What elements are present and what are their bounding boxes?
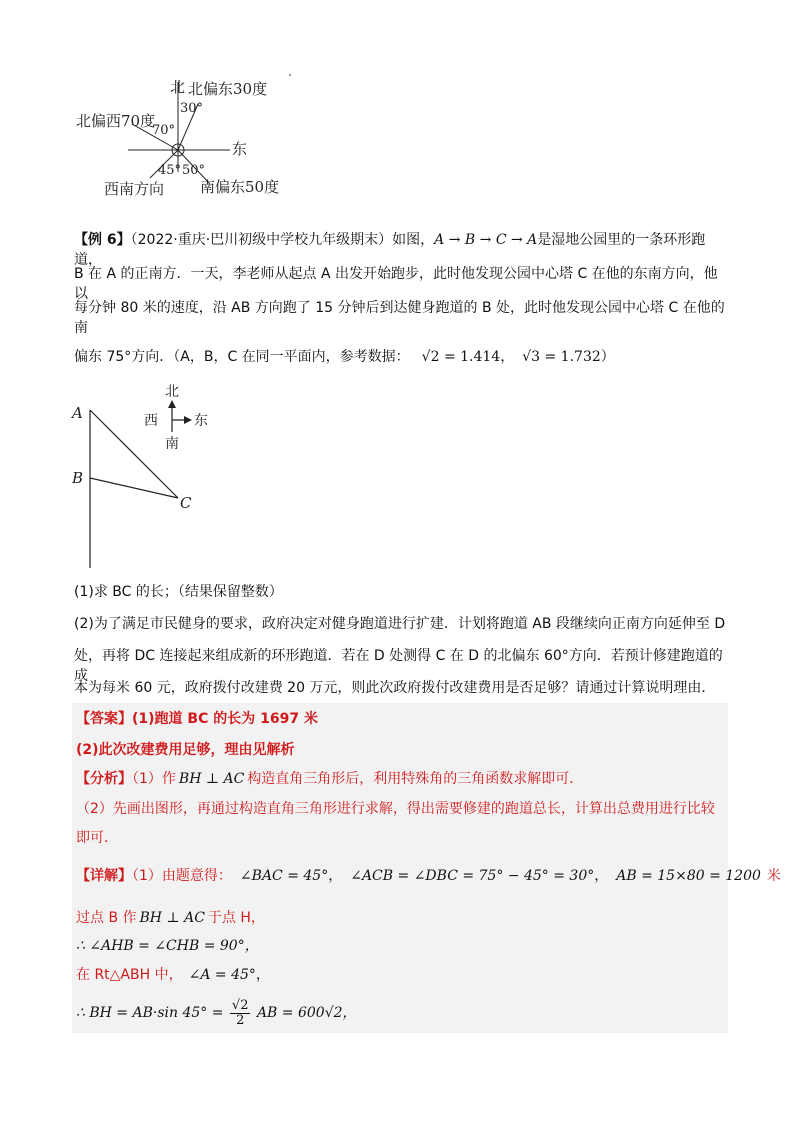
example-tag: 【例 6】 <box>74 232 131 248</box>
point-b-label: B <box>72 469 84 487</box>
question-1: (1)求 BC 的长；（结果保留整数） <box>74 584 283 600</box>
detail-d2-math: BH ⊥ AC <box>139 910 205 926</box>
se50-label: 南偏东50度 <box>200 178 280 196</box>
reference-sqrt3: √3 = 1.732 <box>522 349 601 365</box>
compass-west-label: 西 <box>144 413 158 429</box>
north-label: 北 <box>170 78 186 96</box>
question-2-line1: (2)为了满足市民健身的要求，政府决定对健身跑道进行扩建．计划将跑道 AB 段继续向正南方向延伸至 D <box>74 616 726 632</box>
detail-eq3: AB = 15×80 = 1200 <box>616 868 761 884</box>
point-a-label: A <box>72 404 83 422</box>
detail-d4-pre: 在 Rt△ABH 中， <box>76 967 183 983</box>
detail-line-5 <box>76 995 357 1031</box>
nw70-label: 北偏西70度 <box>76 112 156 130</box>
analysis-tag: 【分析】 <box>76 771 132 787</box>
detail-line-2 <box>76 908 265 928</box>
question-2-line2: 处，再将 DC 连接起来组成新的环形跑道．若在 D 处测得 C 在 D 的北偏东 60°方向．若预计修建跑道的成 <box>74 648 723 684</box>
example-statement-line3: 每分钟 80 米的速度，沿 AB 方向跑了 15 分钟后到达健身跑道的 B 处，此时他发现公园中心塔 C 在他的南 <box>74 300 725 336</box>
detail-line-4 <box>76 965 270 985</box>
analysis-line-1 <box>76 769 583 789</box>
line-ac <box>90 410 178 498</box>
angle-70-label: 70° <box>152 123 176 138</box>
answer-tag: 【答案】 <box>76 711 132 727</box>
example-intro: 如图， <box>392 232 435 248</box>
east-label: 东 <box>232 140 248 158</box>
detail-d4-post: ， <box>255 967 270 983</box>
fraction-denominator: 2 <box>236 1012 245 1028</box>
detail-tag: 【详解】 <box>76 868 132 884</box>
angle-50-label: 50° <box>182 163 206 178</box>
analysis-p1-math: BH ⊥ AC <box>178 771 245 787</box>
example-line4a: 偏东 75°方向．（A，B，C 在同一平面内，参考数据： <box>74 349 410 365</box>
detail-eq1: ∠BAC = 45° <box>239 868 329 884</box>
answer-line-1 <box>76 709 318 729</box>
top-dot <box>289 74 291 76</box>
analysis-line-3: 即可． <box>76 830 118 846</box>
southwest-label: 西南方向 <box>104 180 165 198</box>
compass-north-label: 北 <box>165 384 179 400</box>
detail-line-1: 【详解】（1）由题意得： ∠BAC = 45°， ∠ACB = ∠DBC = 75° − 45° = 30°， AB = 15×80 = 1200 米 <box>76 868 781 884</box>
example-statement-line2: B 在 A 的正南方．一天，李老师从起点 A 出发开始跑步，此时他发现公园中心塔 C 在他的东南方向，他以 <box>74 266 718 302</box>
detail-d5-pre: ∴ BH = AB·sin 45° = <box>76 1005 224 1021</box>
detail-unit: 米 <box>766 868 781 884</box>
detail-d3: ∴ ∠AHB = ∠CHB = 90°， <box>76 938 259 954</box>
question-2-line3: 本为每米 60 元，政府拨付改建费 20 万元，则此次政府拨付改建费用是否足够？请通过计算说明理由． <box>74 680 716 696</box>
answer-1: (1)跑道 BC 的长为 1697 米 <box>132 711 318 727</box>
compass-east-label: 东 <box>194 413 208 429</box>
fraction-numerator: √2 <box>231 997 249 1013</box>
detail-d1-pre: （1）由题意得： <box>132 868 232 884</box>
answer-line-2 <box>76 740 295 760</box>
ne30-label: 北偏东30度 <box>188 80 268 98</box>
triangle-figure <box>60 380 240 570</box>
example-statement-line4: 偏东 75°方向．（A，B，C 在同一平面内，参考数据： √2 = 1.414， √3 = 1.732） <box>74 349 615 365</box>
example-path: A → B → C → A <box>434 232 538 248</box>
detail-d4-math: ∠A = 45° <box>188 967 256 983</box>
angle-30-label: 30° <box>180 101 204 116</box>
compass-south-label: 南 <box>165 436 179 452</box>
detail-d5-post: AB = 600√2， <box>256 1005 357 1021</box>
reference-sqrt2: √2 = 1.414 <box>421 349 501 365</box>
east-arrow-icon <box>184 416 192 424</box>
detail-d2-post: 于点 H， <box>207 910 265 926</box>
analysis-p1-post: 构造直角三角形后，利用特殊角的三角函数求解即可． <box>247 771 584 787</box>
line-bc <box>90 478 178 498</box>
analysis-p1-pre: （1）作 <box>132 771 176 787</box>
angle-45-label: 45° <box>158 163 182 178</box>
compass-direction-diagram <box>70 72 300 202</box>
example-intro2: 是湿地公园里的一条环形跑道， <box>74 232 706 268</box>
detail-eq2: ∠ACB = ∠DBC = 75° − 45° = 30° <box>350 868 595 884</box>
point-c-label: C <box>180 494 192 512</box>
north-arrow-icon <box>168 400 176 408</box>
example-line4b: ） <box>600 349 615 365</box>
detail-line-3 <box>76 936 259 956</box>
fraction-sqrt2-over-2 <box>230 999 251 1028</box>
answer-2: (2)此次改建费用足够，理由见解析 <box>76 742 295 758</box>
detail-d2-pre: 过点 B 作 <box>76 910 137 926</box>
analysis-line-2: （2）先画出图形，再通过构造直角三角形进行求解，得出需要修建的跑道总长，计算出总费用进行比较 <box>76 801 715 817</box>
example-source: （2022·重庆·巴川初级中学校九年级期末） <box>130 232 393 248</box>
